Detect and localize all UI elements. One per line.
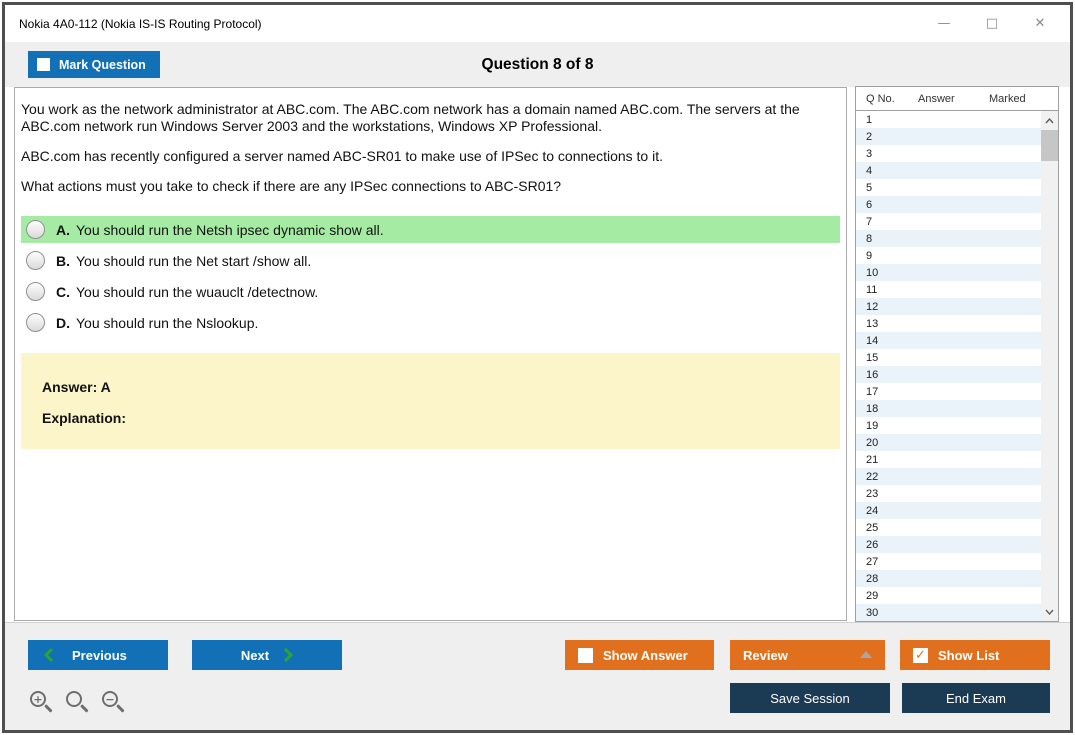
close-button[interactable] [1028,12,1052,36]
question-list-row[interactable] [856,111,1041,128]
answer-label: Answer: A [42,379,111,395]
zoom-out-icon: − [102,691,118,707]
question-number: 10 [866,266,879,279]
end-exam-label: End Exam [946,690,1006,706]
review-label: Review [743,647,788,663]
titlebar [5,5,1070,42]
question-list-row[interactable] [856,451,1041,468]
answer-option-a[interactable] [21,216,840,243]
question-list-row[interactable] [856,298,1041,315]
question-list-row[interactable] [856,417,1041,434]
question-number: 25 [866,521,879,534]
column-header-marked: Marked [989,92,1026,105]
question-panel [14,87,847,621]
show-list-button[interactable] [900,640,1050,670]
radio-button[interactable] [26,251,45,270]
question-list-row[interactable] [856,502,1041,519]
question-number: 6 [866,198,873,211]
show-answer-button[interactable] [565,640,714,670]
question-list-row[interactable] [856,485,1041,502]
magnifier-icon [66,691,82,707]
question-paragraph: You work as the network administrator at ABC.com. The ABC.com network has a domain named ABC.com. The servers at the ABC.com network run Windows Server 2003 and the workstations, Windows XP Professional. [21,101,800,134]
question-list-row[interactable] [856,196,1041,213]
option-text: You should run the wuauclt /detectnow. [76,283,319,300]
question-number: 5 [866,181,873,194]
question-number: 20 [866,436,879,449]
question-number: 2 [866,130,873,143]
question-list-row[interactable] [856,315,1041,332]
question-number: 7 [866,215,873,228]
next-label: Next [240,647,270,663]
question-list-row[interactable] [856,536,1041,553]
chevron-right-icon [283,647,293,663]
question-number: 21 [866,453,879,466]
question-number: 18 [866,402,879,415]
mark-question-checkbox[interactable] [37,58,50,71]
question-list-row[interactable] [856,213,1041,230]
radio-button[interactable] [26,282,45,301]
zoom-in-button[interactable] [28,689,53,716]
question-list-row[interactable] [856,264,1041,281]
question-number: 11 [866,283,878,296]
show-answer-checkbox[interactable] [578,648,593,663]
zoom-in-icon: + [30,691,46,707]
question-list-row[interactable] [856,434,1041,451]
question-list-rows [856,111,1041,621]
question-number: 16 [866,368,879,381]
zoom-out-button[interactable] [100,689,125,716]
scrollbar-thumb[interactable] [1041,130,1058,161]
minimize-icon: — [937,16,951,31]
mark-question-label: Mark Question [59,57,146,72]
next-button[interactable] [192,640,342,670]
question-list-row[interactable] [856,400,1041,417]
previous-label: Previous [72,647,127,663]
answer-options [21,216,840,336]
question-number: 15 [866,351,879,364]
save-session-label: Save Session [770,690,850,706]
question-number: 3 [866,147,873,160]
question-number: 28 [866,572,879,585]
checkmark-icon: ✓ [915,647,926,663]
question-list-row[interactable] [856,468,1041,485]
scroll-up-arrow-icon[interactable] [1041,112,1058,129]
answer-option-d[interactable] [21,309,840,336]
question-list-row[interactable] [856,179,1041,196]
question-number: 12 [866,300,879,313]
radio-button[interactable] [26,220,45,239]
question-list-row[interactable] [856,349,1041,366]
option-letter: D. [56,314,70,331]
zoom-reset-button[interactable] [64,689,89,716]
question-list-row[interactable] [856,281,1041,298]
question-list-row[interactable] [856,570,1041,587]
window-controls [932,5,1052,42]
question-number: 24 [866,504,879,517]
question-list-row[interactable] [856,128,1041,145]
question-number: 13 [866,317,879,330]
question-number: 8 [866,232,873,245]
question-list-panel [855,86,1059,622]
toolbar [5,42,1070,87]
question-number: 1 [866,113,873,126]
option-text: You should run the Netsh ipsec dynamic show all. [76,221,384,238]
option-text: You should run the Net start /show all. [76,252,312,269]
question-paragraph: What actions must you take to check if there are any IPSec connections to ABC-SR01? [21,178,562,194]
question-list-row[interactable] [856,247,1041,264]
question-list-row[interactable] [856,553,1041,570]
question-list-row[interactable] [856,332,1041,349]
column-header-answer: Answer [918,92,955,105]
question-list-header [856,87,1058,111]
question-number: 17 [866,385,879,398]
option-letter: B. [56,252,70,269]
question-list-row[interactable] [856,383,1041,400]
answer-explanation-box [21,353,840,449]
triangle-up-icon [860,651,872,658]
show-list-checkbox[interactable] [913,648,928,663]
question-number: 23 [866,487,879,500]
show-answer-label: Show Answer [603,647,688,663]
option-letter: C. [56,283,70,300]
scroll-down-arrow-icon[interactable] [1041,603,1058,620]
question-list [856,111,1058,621]
maximize-icon: □ [985,16,999,31]
previous-button[interactable] [28,640,168,670]
question-list-row[interactable] [856,587,1041,604]
question-list-row[interactable] [856,230,1041,247]
answer-option-c[interactable] [21,278,840,305]
question-list-row[interactable] [856,366,1041,383]
review-button[interactable] [730,640,885,670]
footer-bar [5,622,1070,730]
maximize-button[interactable] [980,12,1004,36]
option-letter: A. [56,221,70,238]
column-header-qno: Q No. [866,92,895,105]
save-session-button[interactable] [730,683,890,713]
question-number: 26 [866,538,879,551]
question-list-row[interactable] [856,162,1041,179]
question-number: 29 [866,589,879,602]
question-list-row[interactable] [856,604,1041,621]
question-list-row[interactable] [856,145,1041,162]
question-number: 27 [866,555,879,568]
question-paragraph: ABC.com has recently configured a server named ABC-SR01 to make use of IPSec to connections to it. [21,148,663,164]
close-icon: ✕ [1034,16,1046,31]
question-list-row[interactable] [856,519,1041,536]
radio-button[interactable] [26,313,45,332]
show-list-label: Show List [938,647,1000,663]
answer-option-b[interactable] [21,247,840,274]
window-title: Nokia 4A0-112 (Nokia IS-IS Routing Protocol) [19,16,262,31]
minimize-button[interactable] [932,12,956,36]
question-counter: Question 8 of 8 [481,55,594,73]
end-exam-button[interactable] [902,683,1050,713]
mark-question-button[interactable] [28,51,160,78]
zoom-controls [28,689,125,716]
question-number: 19 [866,419,879,432]
question-number: 9 [866,249,873,262]
explanation-label: Explanation: [42,410,127,426]
question-number: 30 [866,606,879,619]
option-text: You should run the Nslookup. [76,314,259,331]
window [2,2,1073,733]
chevron-left-icon [44,647,54,663]
question-number: 22 [866,470,879,483]
question-number: 14 [866,334,879,347]
scrollbar[interactable] [1041,111,1058,621]
question-number: 4 [866,164,873,177]
